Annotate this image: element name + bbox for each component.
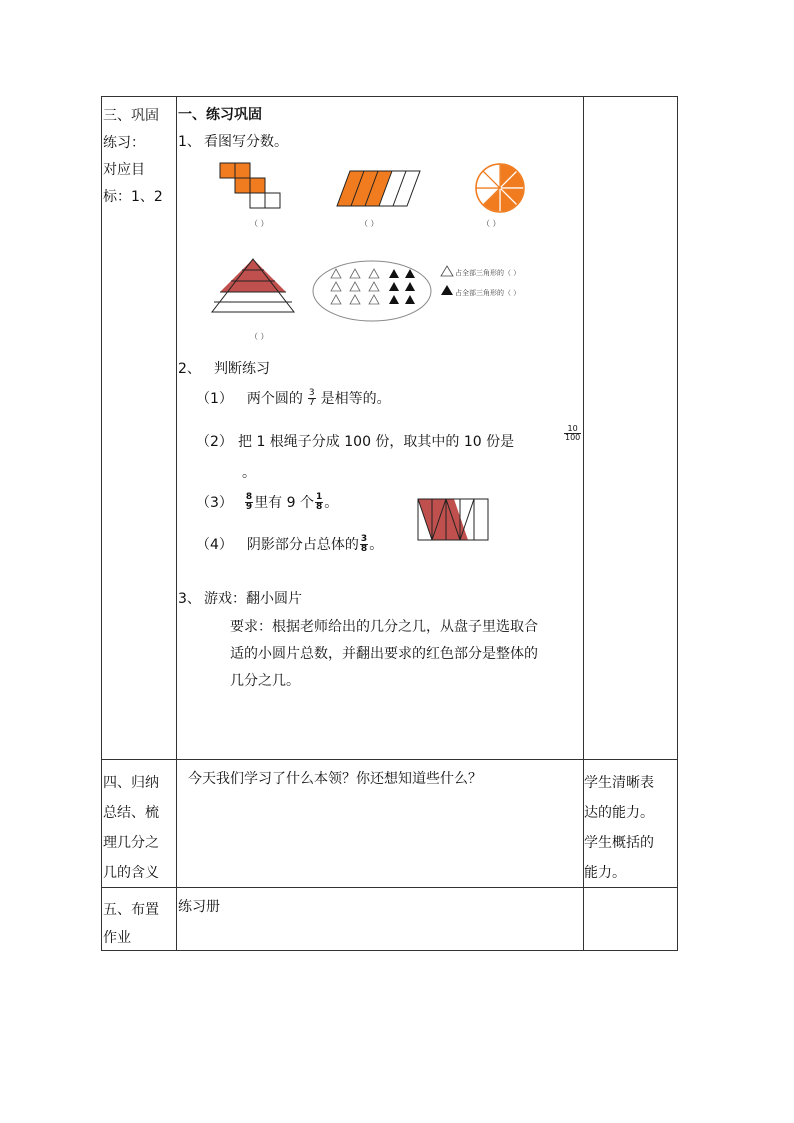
white-triangle-caption: 占全部三角形的（ ） — [455, 269, 521, 277]
staircase-squares-figure — [218, 160, 284, 212]
q3-requirement-line: 要求：根据老师给出的几分之几，从盘子里选取合 — [230, 619, 538, 635]
judge-item-4-post: 。 — [369, 537, 384, 553]
fraction-10-100: $\frac{10}{100}$ — [565, 424, 581, 442]
fraction-3-8: $\frac{3}{8}$ — [360, 533, 368, 554]
fraction-1-8: $\frac{1}{8}$ — [316, 491, 323, 512]
row4-goal-line: 能力。 — [584, 865, 626, 881]
answer-blank-4: （ ） — [250, 332, 269, 341]
row4-goal-line: 学生概括的 — [584, 835, 654, 851]
judge-item-1-num: （1） — [196, 391, 233, 407]
judge-item-2-post: 。 — [242, 465, 256, 481]
q1-label: 1、 — [178, 134, 201, 150]
judge-item-3-post: 。 — [324, 495, 339, 511]
judge-item-4-pre: 阴影部分占总体的 — [246, 537, 359, 553]
row3-left-line: 标：1、2 — [103, 189, 163, 205]
layered-triangle-figure — [210, 256, 296, 316]
judge-item-4 — [196, 530, 383, 558]
row3-left-line: 对应目 — [103, 162, 145, 178]
black-triangle-caption: 占全部三角形的（ ） — [455, 289, 521, 297]
q3-requirement-line: 几分之几。 — [230, 673, 300, 689]
judge-item-3-mid: 里有 9 个 — [254, 495, 314, 511]
white-triangle-icon — [440, 265, 454, 277]
q1-text: 看图写分数。 — [204, 134, 288, 150]
section-heading: 一、练习巩固 — [178, 107, 262, 123]
q3-requirement-line: 适的小圆片总数，并翻出要求的红色部分是整体的 — [230, 646, 538, 662]
row4-goal-line: 达的能力。 — [584, 805, 654, 821]
q3-requirement — [230, 614, 538, 695]
triangle-set-ellipse — [310, 258, 434, 324]
row3-left-line: 练习： — [103, 135, 145, 151]
row3-left-line: 三、巩固 — [103, 108, 159, 124]
row4-left-line: 四、归纳 — [103, 775, 159, 791]
row4-left-line: 总结、梳 — [103, 805, 159, 821]
summary-question: 今天我们学习了什么本领？你还想知道些什么？ — [188, 771, 482, 787]
answer-blank-2: （ ） — [360, 219, 379, 228]
row5-left-line: 五、布置 — [103, 902, 159, 918]
circle-sectors-figure — [474, 162, 526, 214]
parallelogram-figure — [336, 168, 428, 210]
judge-item-3 — [196, 488, 338, 516]
fraction-3-7: $\frac{3}{7}$ — [308, 387, 315, 408]
row4-goal-line: 学生清晰表 — [584, 775, 654, 791]
q3-label: 3、 — [178, 591, 201, 607]
fraction-8-9: $\frac{8}{9}$ — [245, 491, 253, 512]
answer-blank-1: （ ） — [250, 219, 269, 228]
row5-left-label — [103, 896, 159, 952]
row3-left-label — [103, 103, 163, 211]
judge-item-1-post: 是相等的。 — [320, 391, 391, 407]
row4-goal — [584, 768, 654, 888]
judge-item-2-num: （2） — [196, 434, 233, 450]
q2-text: 判断练习 — [214, 361, 270, 377]
row4-left-line: 几的含义 — [103, 865, 159, 881]
answer-blank-3: （ ） — [482, 219, 501, 228]
q3-text: 游戏：翻小圆片 — [204, 591, 302, 607]
row5-left-line: 作业 — [103, 930, 131, 946]
judge-item-2-pre: 把 1 根绳子分成 100 份，取其中的 10 份是 — [238, 434, 515, 450]
shaded-rectangle-figure — [414, 496, 492, 544]
row4-left-label — [103, 768, 159, 888]
homework-text: 练习册 — [178, 899, 220, 915]
q2-label: 2、 — [178, 361, 201, 377]
black-triangle-icon — [440, 284, 454, 296]
row4-left-line: 理几分之 — [103, 835, 159, 851]
judge-item-1-pre: 两个圆的 — [246, 391, 303, 407]
judge-item-3-num: （3） — [196, 495, 233, 511]
judge-item-1 — [196, 385, 391, 411]
judge-item-4-num: （4） — [196, 537, 233, 553]
